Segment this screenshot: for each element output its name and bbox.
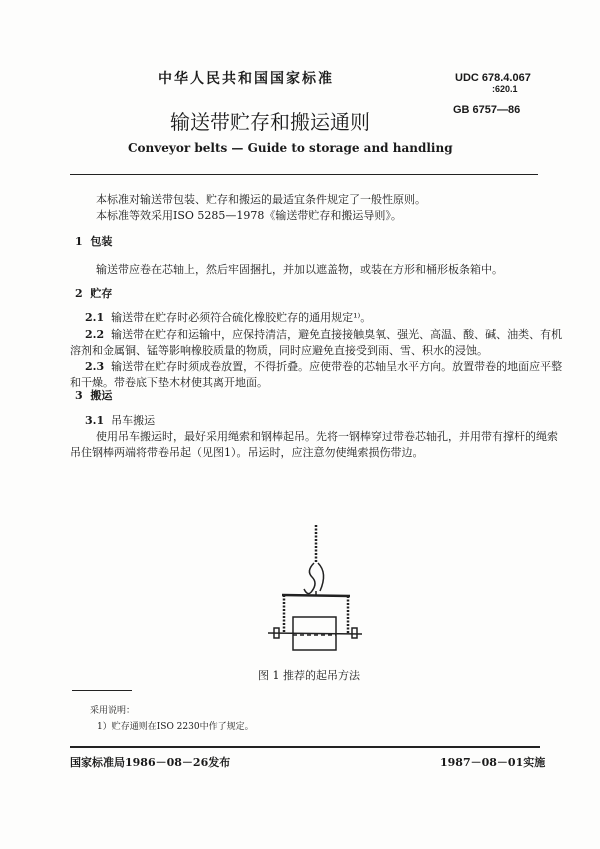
lifting-diagram bbox=[260, 515, 370, 660]
clause-2-2-cont: 溶剂和金属铜、锰等影响橡胶质量的物质，同时应避免直接受到雨、雪、积水的浸蚀。 bbox=[70, 344, 488, 357]
footnote-1: 1）贮存通则在ISO 2230中作了规定。 bbox=[97, 722, 254, 732]
clause-2-3: 2.3 输送带在贮存时须成卷放置，不得折叠。应使带卷的芯轴呈水平方向。放置带卷的地面应平整 bbox=[85, 360, 563, 373]
header-divider bbox=[70, 174, 538, 175]
section-heading-3: 3 搬运 bbox=[75, 389, 113, 402]
effective-date: 1987－08－01实施 bbox=[440, 756, 546, 769]
section-heading-2: 2 贮存 bbox=[75, 287, 113, 300]
title-cn: 输送带贮存和搬运通则 bbox=[170, 110, 370, 134]
clause-2-3-cont: 和干燥。带卷底下垫木材使其离开地面。 bbox=[70, 376, 268, 389]
section-heading-1: 1 包装 bbox=[75, 235, 113, 248]
section-1-text: 输送带应卷在芯轴上，然后牢固捆扎，并加以遮盖物，或装在方形和桶形板条箱中。 bbox=[96, 263, 503, 276]
udc-code: UDC 678.4.067 bbox=[455, 72, 531, 84]
footer-divider bbox=[70, 746, 540, 748]
clause-3-1-title: 3.1 吊车搬运 bbox=[85, 414, 156, 427]
udc-code-2: :620.1 bbox=[492, 84, 518, 94]
intro-line: 本标准对输送带包装、贮存和搬运的最适宜条件规定了一般性原则。 bbox=[96, 193, 426, 206]
gb-number: GB 6757—86 bbox=[453, 104, 521, 116]
clause-3-1-text: 使用吊车搬运时，最好采用绳索和钢棒起吊。先将一钢棒穿过带卷芯轴孔，并用带有撑杆的绳索 bbox=[96, 430, 558, 443]
country-standard-label: 中华人民共和国国家标准 bbox=[158, 71, 334, 87]
hook-icon bbox=[304, 563, 324, 594]
clause-2-1: 2.1 输送带在贮存时必须符合硫化橡胶贮存的通用规定¹⁾。 bbox=[85, 311, 372, 324]
issue-date: 国家标准局1986－08－26发布 bbox=[70, 756, 231, 769]
figure-caption: 图 1 推荐的起吊方法 bbox=[258, 669, 360, 682]
rod-end-right bbox=[352, 628, 357, 638]
spreader-bar bbox=[282, 595, 350, 596]
intro-line: 本标准等效采用ISO 5285—1978《输送带贮存和搬运导则》。 bbox=[96, 209, 402, 222]
footnote-divider bbox=[72, 690, 132, 691]
clause-3-1-cont: 吊住钢棒两端将带卷吊起（见图1）。吊运时，应注意勿使绳索损伤带边。 bbox=[70, 446, 424, 459]
steel-rod bbox=[268, 633, 362, 634]
footnote-label: 采用说明： bbox=[90, 706, 136, 716]
title-en: Conveyor belts — Guide to storage and handling bbox=[128, 141, 453, 155]
clause-2-2: 2.2 输送带在贮存和运输中，应保持清洁，避免直接接触臭氧、强光、高温、酸、碱、油类、有机 bbox=[85, 328, 563, 341]
